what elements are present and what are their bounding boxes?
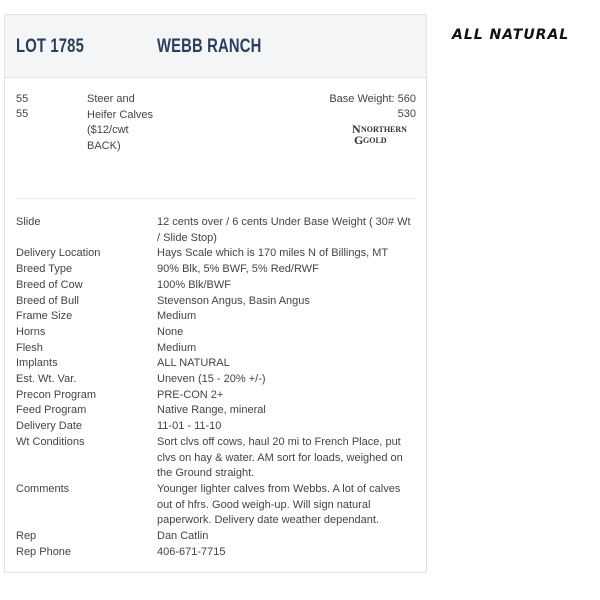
detail-label: Comments — [16, 482, 70, 495]
detail-row — [16, 372, 416, 388]
svg-text:GOLD: GOLD — [363, 136, 387, 145]
detail-row — [16, 529, 416, 545]
detail-row — [16, 435, 416, 482]
head-count-steers: 55 — [16, 93, 29, 105]
svg-text:NORTHERN: NORTHERN — [361, 125, 407, 134]
detail-value: 11-01 - 11-10 — [157, 420, 222, 433]
detail-row — [16, 325, 416, 341]
detail-label: Est. Wt. Var. — [16, 373, 77, 386]
detail-label: Slide — [16, 216, 41, 228]
svg-text:G: G — [354, 133, 364, 146]
lot-number: LOT 1785 — [16, 36, 84, 57]
detail-value: ALL NATURAL — [157, 357, 230, 370]
head-count-heifers: 55 — [16, 108, 29, 120]
detail-row — [16, 403, 416, 419]
cattle-description: Steer and Heifer Calves ($12/cwt BACK) — [87, 93, 154, 152]
detail-value: Medium — [157, 341, 197, 354]
detail-label: Feed Program — [16, 404, 87, 417]
detail-row — [16, 419, 416, 435]
detail-label: Delivery Location — [16, 247, 101, 260]
detail-value: 406-671-7715 — [157, 545, 226, 558]
detail-row — [16, 482, 416, 529]
detail-value: PRE-CON 2+ — [157, 388, 224, 401]
detail-label: Flesh — [16, 341, 43, 354]
detail-label: Implants — [16, 357, 58, 370]
detail-label: Frame Size — [16, 310, 73, 323]
detail-value: Younger lighter calves from Webbs. A lot of calves out of hfrs. Good weigh-up. Will sign natural paperwork. Delivery date weather dependant. — [157, 482, 401, 527]
lot-summary — [5, 78, 426, 200]
detail-label: Breed of Cow — [16, 278, 83, 291]
detail-value: Dan Catlin — [157, 530, 209, 543]
all-natural-badge: ALL NATURAL — [452, 27, 570, 43]
detail-value: Medium — [157, 310, 197, 323]
detail-value: 100% Blk/BWF — [157, 278, 231, 291]
detail-row — [16, 215, 416, 246]
detail-value: None — [157, 325, 184, 338]
detail-row — [16, 294, 416, 310]
lot-header — [5, 15, 426, 78]
section-divider — [16, 198, 415, 199]
lot-details — [16, 215, 416, 560]
base-weight-label: Base Weight: — [329, 93, 395, 105]
detail-row — [16, 309, 416, 325]
detail-label: Horns — [16, 325, 46, 338]
base-weight-value-1: 560 — [397, 93, 416, 105]
svg-text:N: N — [352, 122, 361, 136]
detail-value: Uneven (15 - 20% +/-) — [157, 373, 266, 386]
base-weight-value-2: 530 — [397, 108, 416, 120]
base-weights — [329, 92, 416, 122]
detail-row — [16, 341, 416, 357]
detail-row — [16, 278, 416, 294]
detail-label: Precon Program — [16, 388, 97, 401]
detail-value: Native Range, mineral — [157, 404, 266, 417]
detail-value: Stevenson Angus, Basin Angus — [157, 294, 310, 307]
ranch-name: WEBB RANCH — [157, 36, 262, 57]
base-weight-steers — [329, 92, 416, 107]
detail-value: 90% Blk, 5% BWF, 5% Red/RWF — [157, 263, 319, 276]
detail-label: Rep — [16, 530, 37, 543]
detail-label: Breed Type — [16, 263, 73, 276]
detail-row — [16, 388, 416, 404]
northern-gold-logo — [352, 122, 415, 146]
detail-row — [16, 545, 416, 561]
lot-card — [4, 14, 427, 573]
detail-label: Breed of Bull — [16, 294, 79, 307]
detail-value: Hays Scale which is 170 miles N of Billings, MT — [157, 247, 389, 260]
head-counts — [16, 92, 28, 122]
detail-label: Wt Conditions — [16, 435, 85, 448]
detail-label: Delivery Date — [16, 420, 83, 433]
detail-value: 12 cents over / 6 cents Under Base Weight ( 30# Wt / Slide Stop) — [157, 216, 411, 244]
detail-row — [16, 262, 416, 278]
detail-row — [16, 246, 416, 262]
detail-row — [16, 356, 416, 372]
detail-value: Sort clvs off cows, haul 20 mi to French Place, put clvs on hay & water. AM sort for loads, weighed on the Ground straight. — [157, 435, 403, 480]
detail-label: Rep Phone — [16, 545, 72, 558]
